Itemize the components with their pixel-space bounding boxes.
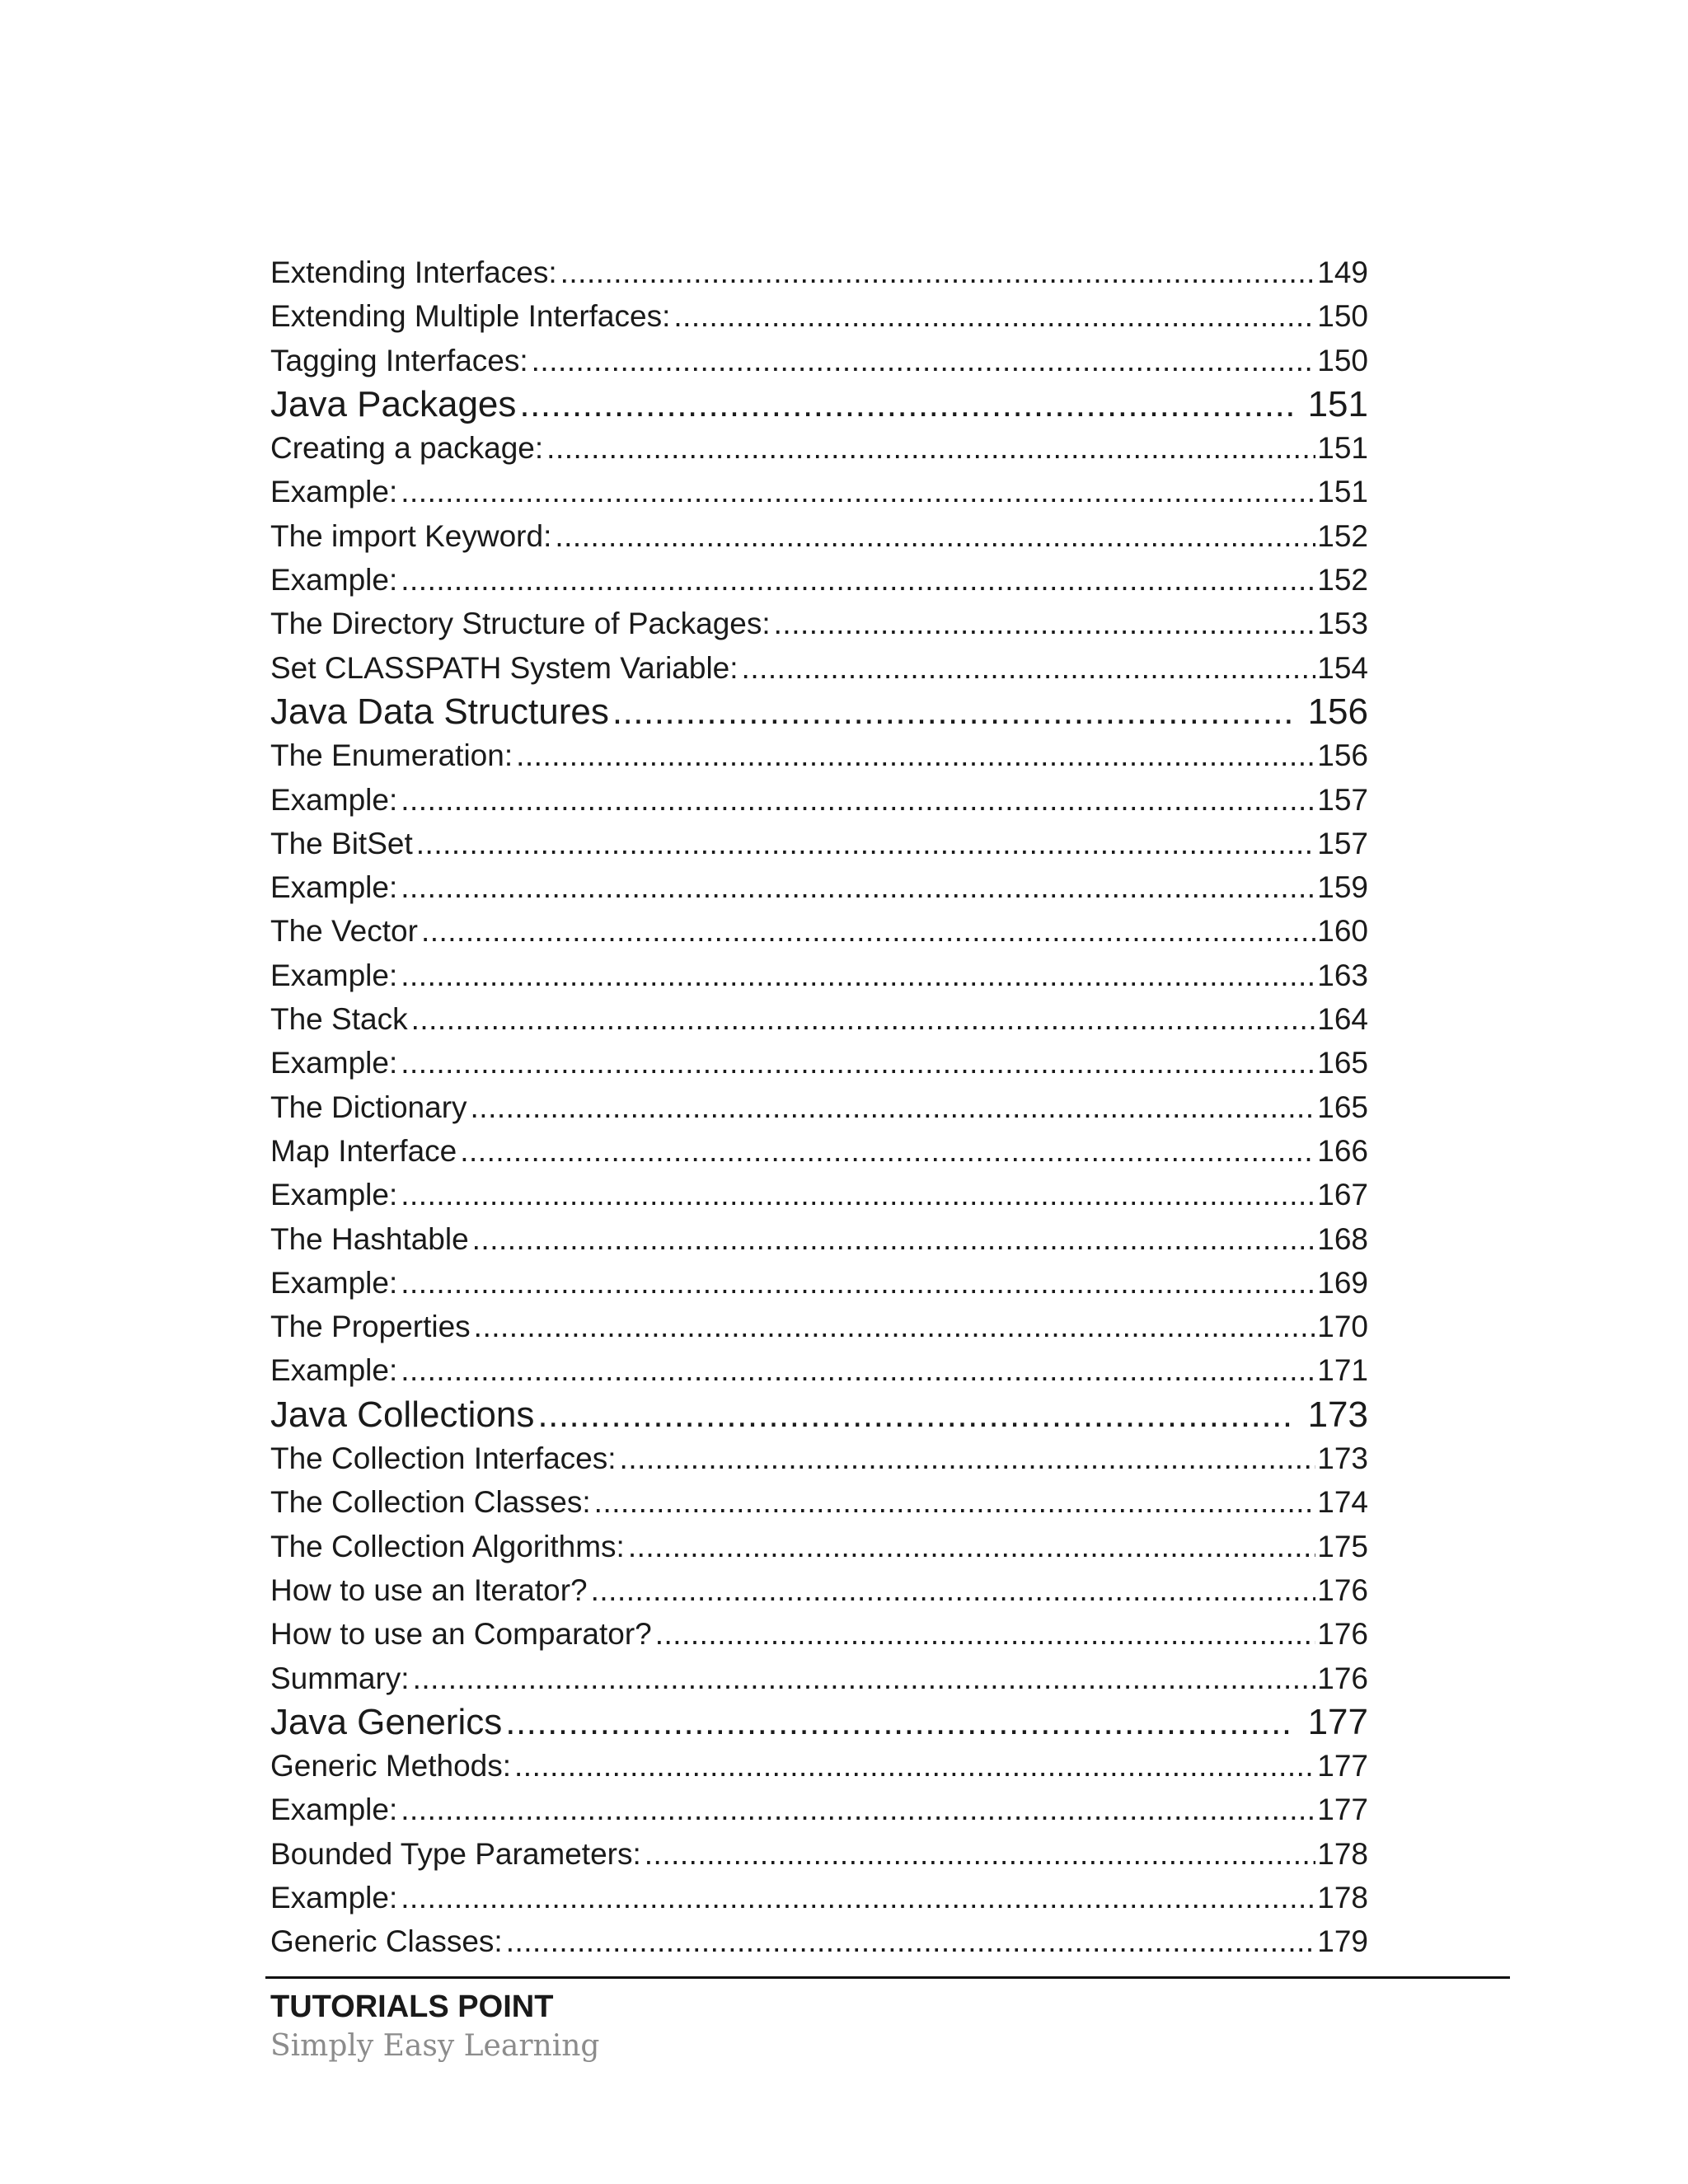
toc-dot-leader [516,733,1315,777]
toc-dot-leader [401,1261,1315,1305]
toc-dot-leader [401,558,1315,602]
toc-section-entry[interactable] [270,1919,1368,1963]
toc-entry-title: The Properties [270,1310,471,1344]
toc-entry-title: Java Packages [270,383,517,424]
toc-dot-leader [655,1612,1316,1656]
toc-entry-title: Example: [270,1880,398,1915]
toc-section-entry[interactable] [270,1173,1368,1216]
toc-entry-title: Tagging Interfaces: [270,343,528,377]
toc-page-number: 175 [1317,1529,1368,1563]
toc-dot-leader [401,1788,1315,1831]
toc-page-number: 150 [1317,343,1368,377]
toc-entry-title: Example: [270,1265,398,1300]
toc-section-entry[interactable] [270,426,1368,470]
toc-dot-leader [401,865,1315,909]
toc-dot-leader [505,1700,1294,1744]
toc-entry-title: Map Interface [270,1133,457,1168]
toc-dot-leader [532,339,1316,382]
toc-page-number: 177 [1307,1701,1368,1742]
toc-page-number: 178 [1317,1836,1368,1871]
toc-entry-title: Java Generics [270,1701,503,1742]
toc-page-number: 179 [1317,1924,1368,1959]
toc-page-number: 157 [1317,782,1368,817]
toc-entry-title: Generic Classes: [270,1924,503,1959]
toc-page-number: 173 [1307,1394,1368,1435]
toc-dot-leader [416,822,1316,865]
toc-entry-title: The Collection Algorithms: [270,1529,625,1563]
toc-dot-leader [555,514,1315,558]
toc-dot-leader [519,382,1294,426]
toc-dot-leader [514,1744,1315,1788]
toc-dot-leader [474,1305,1316,1348]
toc-page-number: 151 [1307,383,1368,424]
toc-entry-title: Example: [270,563,398,598]
toc-page-number: 169 [1317,1265,1368,1300]
toc-page-number: 173 [1317,1441,1368,1476]
toc-page-number: 165 [1317,1046,1368,1080]
toc-page-number: 151 [1317,431,1368,466]
toc-section-entry[interactable] [270,602,1368,645]
toc-dot-leader [774,602,1316,645]
toc-dot-leader [591,1568,1316,1612]
toc-entry-title: Example: [270,782,398,817]
toc-section-entry[interactable] [270,1436,1368,1480]
toc-page-number: 152 [1317,563,1368,598]
toc-page-number: 152 [1317,518,1368,553]
toc-entry-title: The Vector [270,914,418,949]
toc-dot-leader [742,646,1316,690]
footer-divider [265,1976,1510,1979]
toc-entry-title: The Collection Classes: [270,1485,591,1520]
toc-page-number: 176 [1317,1617,1368,1652]
toc-section-entry[interactable] [270,1832,1368,1876]
toc-page-number: 154 [1317,650,1368,685]
toc-section-entry[interactable] [270,733,1368,777]
toc-dot-leader [401,778,1315,822]
toc-dot-leader [401,1041,1315,1085]
toc-page-number: 163 [1317,958,1368,992]
toc-dot-leader [537,1393,1294,1436]
toc-dot-leader [401,1348,1315,1392]
toc-page-number: 164 [1317,1002,1368,1037]
toc-dot-leader [401,1173,1315,1216]
toc-section-entry[interactable] [270,1261,1368,1305]
toc-page-number: 157 [1317,826,1368,860]
toc-dot-leader [472,1217,1316,1261]
toc-dot-leader [401,470,1315,513]
toc-entry-title: Example: [270,475,398,509]
toc-section-entry[interactable] [270,1876,1368,1919]
toc-entry-title: The Dictionary [270,1090,467,1124]
toc-page-number: 174 [1317,1485,1368,1520]
footer-brand: TUTORIALS POINT [270,1990,554,2024]
toc-page-number: 153 [1317,607,1368,641]
toc-chapter-entry[interactable] [270,690,1368,733]
toc-section-entry[interactable] [270,1041,1368,1085]
toc-section-entry[interactable] [270,865,1368,909]
footer-tagline: Simply Easy Learning [270,2029,600,2063]
toc-page-number: 177 [1317,1749,1368,1783]
toc-chapter-entry[interactable] [270,1700,1368,1744]
toc-entry-title: Bounded Type Parameters: [270,1836,641,1871]
toc-section-entry[interactable] [270,778,1368,822]
toc-page-number: 168 [1317,1221,1368,1256]
toc-section-entry[interactable] [270,954,1368,997]
toc-entry-title: Example: [270,958,398,992]
toc-section-entry[interactable] [270,646,1368,690]
toc-page-number: 160 [1317,914,1368,949]
toc-section-entry[interactable] [270,1305,1368,1348]
toc-entry-title: Example: [270,870,398,905]
toc-dot-leader [645,1832,1316,1876]
toc-entry-title: Set CLASSPATH System Variable: [270,650,738,685]
toc-page-number: 151 [1317,475,1368,509]
toc-section-entry[interactable] [270,1129,1368,1173]
toc-entry-title: The Stack [270,1002,408,1037]
toc-page-number: 171 [1317,1353,1368,1388]
table-of-contents [270,251,1368,1964]
toc-page-number: 149 [1317,255,1368,289]
toc-section-entry[interactable] [270,251,1368,294]
toc-section-entry[interactable] [270,1480,1368,1524]
toc-dot-leader [673,294,1315,338]
toc-entry-title: Example: [270,1793,398,1827]
toc-entry-title: The Enumeration: [270,738,513,773]
toc-page-number: 159 [1317,870,1368,905]
toc-dot-leader [506,1919,1316,1963]
toc-page-number: 165 [1317,1090,1368,1124]
toc-section-entry[interactable] [270,1788,1368,1831]
toc-entry-title: Example: [270,1353,398,1388]
toc-section-entry[interactable] [270,1612,1368,1656]
toc-page-number: 156 [1317,738,1368,773]
toc-entry-title: The import Keyword: [270,518,552,553]
toc-section-entry[interactable] [270,1525,1368,1568]
toc-section-entry[interactable] [270,1744,1368,1788]
toc-dot-leader [546,426,1315,470]
toc-dot-leader [411,997,1316,1041]
toc-entry-title: The Hashtable [270,1221,469,1256]
toc-entry-title: Summary: [270,1661,410,1695]
toc-page-number: 150 [1317,299,1368,334]
toc-page-number: 177 [1317,1793,1368,1827]
toc-section-entry[interactable] [270,997,1368,1041]
toc-entry-title: Java Data Structures [270,691,609,732]
toc-dot-leader [471,1085,1316,1129]
toc-entry-title: How to use an Comparator? [270,1617,652,1652]
toc-page-number: 170 [1317,1310,1368,1344]
toc-entry-title: Java Collections [270,1394,535,1435]
toc-entry-title: Generic Methods: [270,1749,512,1783]
toc-dot-leader [401,1876,1315,1919]
toc-section-entry[interactable] [270,1568,1368,1612]
toc-section-entry[interactable] [270,1085,1368,1129]
toc-dot-leader [421,909,1315,953]
toc-section-entry[interactable] [270,294,1368,338]
toc-entry-title: Example: [270,1178,398,1212]
toc-entry-title: Extending Interfaces: [270,255,557,289]
toc-entry-title: The BitSet [270,826,413,860]
toc-section-entry[interactable] [270,514,1368,558]
toc-dot-leader [413,1657,1316,1700]
toc-entry-title: The Directory Structure of Packages: [270,607,771,641]
toc-entry-title: Example: [270,1046,398,1080]
toc-dot-leader [401,954,1315,997]
toc-section-entry[interactable] [270,822,1368,865]
toc-page-number: 156 [1307,691,1368,732]
toc-section-entry[interactable] [270,558,1368,602]
toc-section-entry[interactable] [270,339,1368,382]
toc-entry-title: The Collection Interfaces: [270,1441,617,1476]
toc-section-entry[interactable] [270,470,1368,513]
toc-dot-leader [628,1525,1315,1568]
toc-page-number: 166 [1317,1133,1368,1168]
toc-entry-title: Extending Multiple Interfaces: [270,299,671,334]
toc-dot-leader [560,251,1316,294]
toc-chapter-entry[interactable] [270,1393,1368,1436]
toc-section-entry[interactable] [270,909,1368,953]
toc-entry-title: How to use an Iterator? [270,1572,588,1607]
toc-section-entry[interactable] [270,1217,1368,1261]
toc-dot-leader [594,1480,1316,1524]
toc-chapter-entry[interactable] [270,382,1368,426]
toc-entry-title: Creating a package: [270,431,544,466]
toc-page-number: 176 [1317,1572,1368,1607]
toc-dot-leader [620,1436,1316,1480]
toc-page-number: 176 [1317,1661,1368,1695]
toc-dot-leader [612,690,1295,733]
toc-section-entry[interactable] [270,1348,1368,1392]
toc-page-number: 167 [1317,1178,1368,1212]
toc-dot-leader [460,1129,1315,1173]
toc-section-entry[interactable] [270,1657,1368,1700]
toc-page-number: 178 [1317,1880,1368,1915]
